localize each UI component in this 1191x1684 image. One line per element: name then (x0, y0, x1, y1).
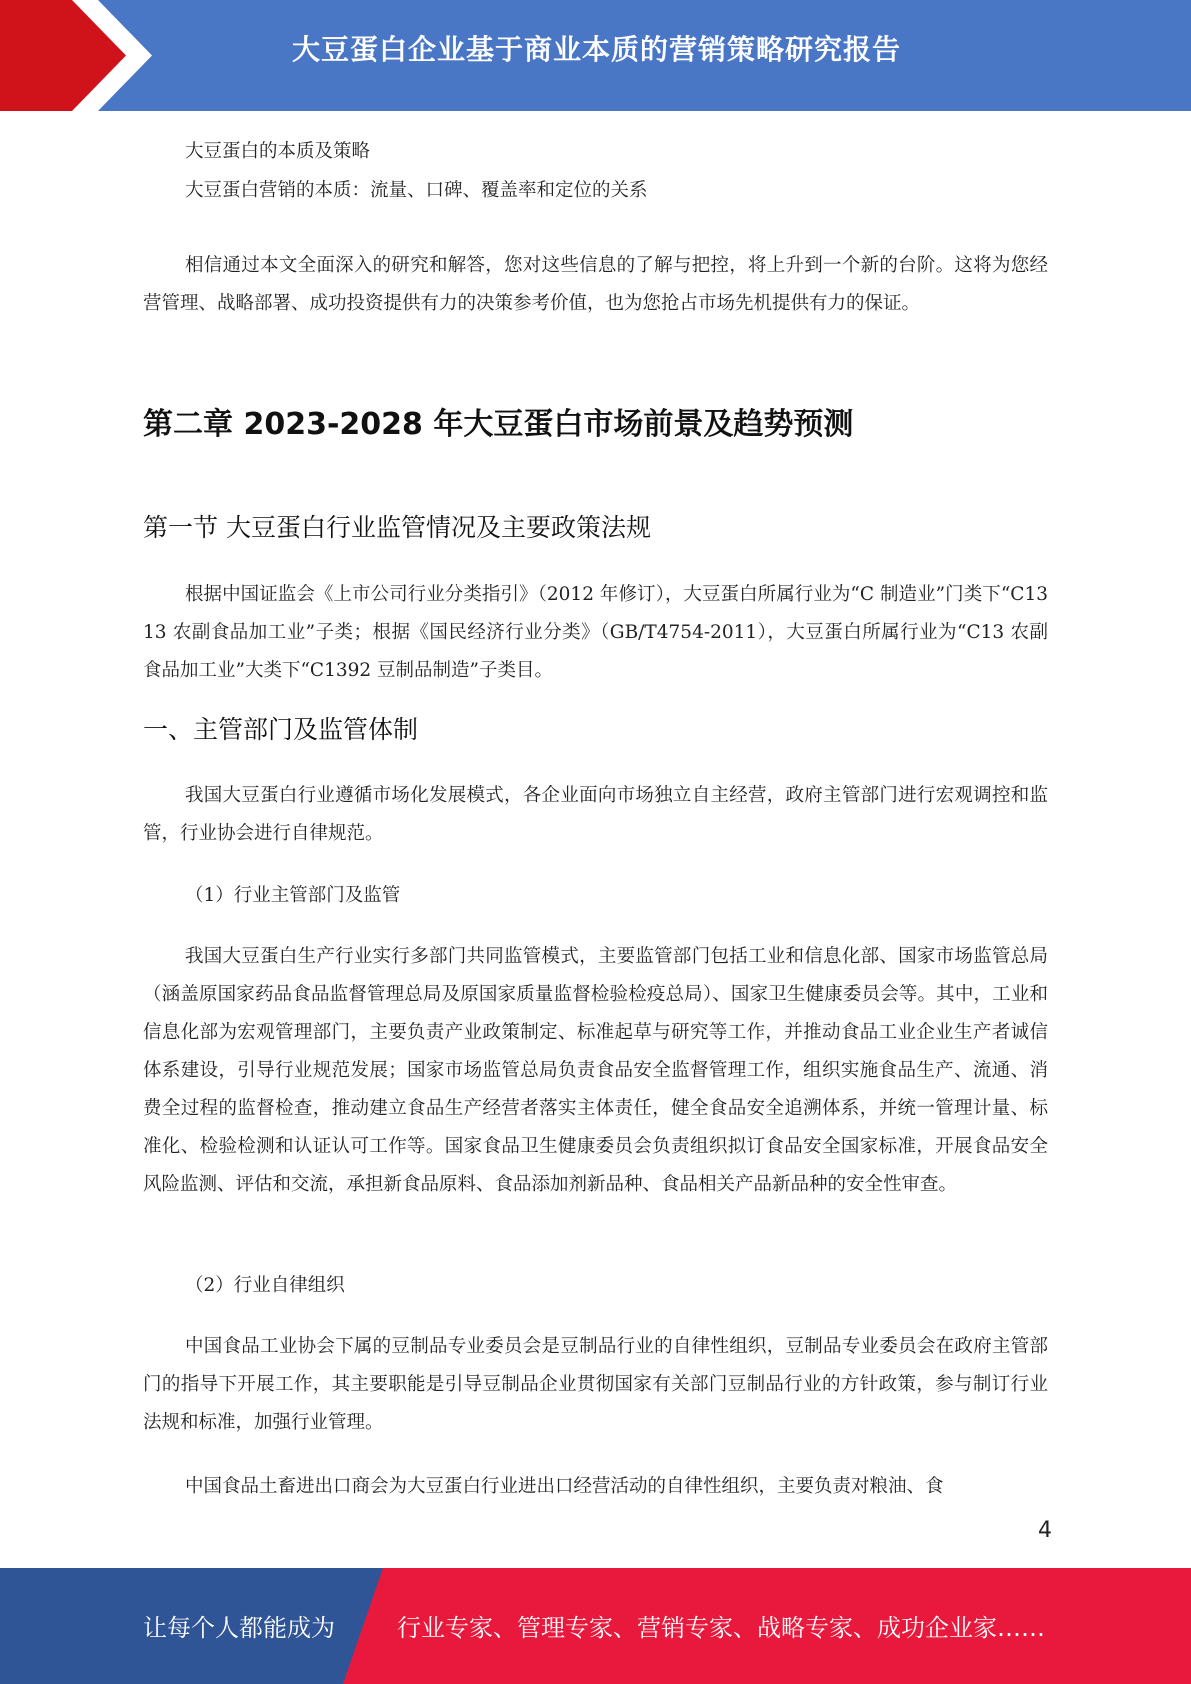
footer-slogan-left: 让每个人都能成为 (143, 1614, 335, 1642)
subsection-paragraph: 我国大豆蛋白行业遵循市场化发展模式，各企业面向市场独立自主经营，政府主管部门进行宏观调控和监管，行业协会进行自律规范。 (143, 785, 1048, 844)
item-2-paragraph-1: 中国食品工业协会下属的豆制品专业委员会是豆制品行业的自律性组织，豆制品专业委员会在政府主管部门的指导下开展工作，其主要职能是引导豆制品企业贯彻国家有关部门豆制品行业的方针政策，参与制订行业法规和标准，加强行业管理。 (143, 1336, 1048, 1433)
report-title: 大豆蛋白企业基于商业本质的营销策略研究报告 (292, 33, 902, 66)
header-banner (0, 0, 1191, 111)
page-number: 4 (1038, 1518, 1052, 1543)
footer-banner (0, 1568, 1191, 1684)
subsection-title: 一、主管部门及监管体制 (143, 715, 419, 744)
item-1-paragraph: 我国大豆蛋白生产行业实行多部门共同监管模式，主要监管部门包括工业和信息化部、国家市场监管总局（涵盖原国家药品食品监督管理总局及原国家质量监督检验检疫总局）、国家卫生健康委员会等。其中，工业和信息化部为宏观管理部门，主要负责产业政策制定、标准起草与研究等工作，并推动食品工业企业生产者诚信体系建设，引导行业规范发展；国家市场监管总局负责食品安全监督管理工作，组织实施食品生产、流通、消费全过程的监督检查，推动建立食品生产经营者落实主体责任，健全食品安全追溯体系，并统一管理计量、标准化、检验检测和认证认可工作等。国家食品卫生健康委员会负责组织拟订食品安全国家标准，开展食品安全风险监测、评估和交流，承担新食品原料、食品添加剂新品种、食品相关产品新品种的安全性审查。 (143, 946, 1048, 1195)
item-1-title: （1）行业主管部门及监管 (185, 885, 401, 906)
intro-line-1: 大豆蛋白的本质及策略 (185, 141, 371, 162)
intro-line-2: 大豆蛋白营销的本质：流量、口碑、覆盖率和定位的关系 (185, 180, 648, 201)
section-title: 第一节 大豆蛋白行业监管情况及主要政策法规 (143, 513, 651, 542)
section-paragraph: 根据中国证监会《上市公司行业分类指引》（2012 年修订），大豆蛋白所属行业为“C 制造业”门类下“C1313 农副食品加工业”子类；根据《国民经济行业分类》（GB/T4754-2011），大豆蛋白所属行业为“C13 农副食品加工业”大类下“C1392 豆制品制造”子类目。 (143, 584, 1048, 681)
item-2-title: （2）行业自律组织 (185, 1275, 345, 1296)
intro-paragraph: 相信通过本文全面深入的研究和解答，您对这些信息的了解与把控，将上升到一个新的台阶。这将为您经营管理、战略部署、成功投资提供有力的决策参考价值，也为您抢占市场先机提供有力的保证。 (143, 255, 1048, 314)
footer-slogan-right: 行业专家、管理专家、营销专家、战略专家、成功企业家…… (397, 1614, 1045, 1642)
chapter-title: 第二章 2023-2028 年大豆蛋白市场前景及趋势预测 (143, 407, 854, 442)
item-2-paragraph-2: 中国食品土畜进出口商会为大豆蛋白行业进出口经营活动的自律性组织，主要负责对粮油、食 (185, 1476, 944, 1497)
